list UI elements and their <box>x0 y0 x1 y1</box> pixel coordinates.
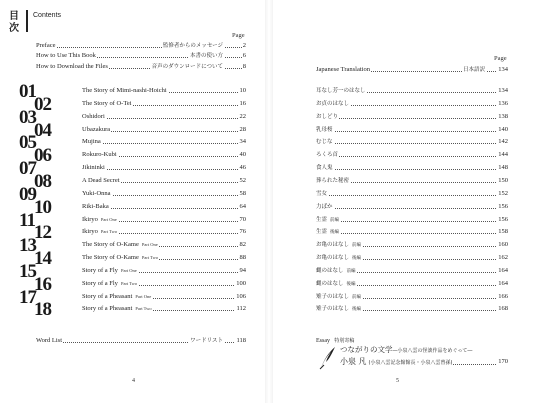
entry-page: 64 <box>239 202 246 210</box>
entry-page: 138 <box>498 112 508 120</box>
entry-part: 後編 <box>346 281 356 287</box>
dot-leader <box>316 208 508 209</box>
entry-title-group <box>316 292 362 303</box>
entry-title: Preface <box>36 42 56 49</box>
entry-title-group <box>316 99 350 109</box>
entry-part: 前編 <box>346 268 356 274</box>
entry-page: 8 <box>242 62 246 70</box>
right-page-number: 5 <box>396 378 399 384</box>
entry-part: Part One <box>135 293 152 299</box>
entry-part: Part Two <box>135 306 152 312</box>
translation-item[interactable] <box>316 112 508 122</box>
entry-title: Story of a Pheasant <box>82 292 133 300</box>
story-number: 08 <box>34 170 51 192</box>
story-number: 14 <box>34 248 51 270</box>
entry-title: A Dead Secret <box>82 176 120 184</box>
entry-title: お亀のはなし <box>316 242 350 249</box>
entry-page: 156 <box>498 202 508 210</box>
entry-title: 葬られた秘密 <box>316 177 350 184</box>
entry-part: 前編 <box>352 294 362 300</box>
entry-title-group <box>316 202 334 212</box>
entry-title-group <box>316 266 357 277</box>
story-item[interactable] <box>82 227 246 237</box>
essay-label: Essay 特別寄稿 <box>316 338 355 344</box>
contents-title: Contents <box>33 12 62 19</box>
entry-part: 後編 <box>330 230 340 236</box>
entry-title: 力ばか <box>316 203 333 210</box>
entry-title: The Story of O-Kame <box>82 241 139 249</box>
translation-item[interactable] <box>316 292 508 302</box>
entry-title-group <box>82 215 118 225</box>
entry-title-group <box>36 62 109 72</box>
book-gutter <box>265 0 273 403</box>
story-number: 09 <box>19 183 36 205</box>
entry-page: 158 <box>498 228 508 236</box>
entry-part: Part One <box>141 242 158 248</box>
translation-item[interactable] <box>316 125 508 135</box>
entry-title: Mujina <box>82 138 101 146</box>
entry-page: 142 <box>498 138 508 146</box>
entry-title-group <box>316 227 340 238</box>
entry-page: 16 <box>239 99 246 107</box>
right-page-label: Page <box>494 55 507 62</box>
dot-leader <box>316 131 508 132</box>
entry-title: Story of a Pheasant <box>82 305 133 313</box>
entry-title-group <box>82 189 112 199</box>
entry-title: 雉子のはなし <box>316 293 350 300</box>
entry-japanese: ワードリスト <box>190 338 223 344</box>
entry-page: 40 <box>239 151 246 159</box>
entry-title: ろくろ首 <box>316 152 339 159</box>
entry-page: 136 <box>498 99 508 107</box>
story-item[interactable] <box>82 292 246 302</box>
translation-item[interactable] <box>316 279 508 289</box>
essay-author-row[interactable]: 小泉 凡 (小泉八雲記念館館長・小泉八雲曾孫) 170 <box>340 356 508 368</box>
entry-title: Oshidori <box>82 112 105 120</box>
entry-title-group <box>36 51 97 61</box>
entry-title-group <box>82 292 152 302</box>
word-list-row[interactable] <box>36 336 246 346</box>
story-item[interactable] <box>82 99 246 109</box>
entry-title: 蝿のはなし <box>316 280 344 287</box>
entry-part: 後編 <box>352 307 362 313</box>
entry-page: 28 <box>239 125 246 133</box>
entry-japanese: 監修者からのメッセージ <box>162 43 223 49</box>
entry-title: 蝿のはなし <box>316 267 344 274</box>
entry-title: Japanese Translation <box>316 66 370 73</box>
translation-item[interactable] <box>316 202 508 212</box>
translation-item[interactable] <box>316 266 508 276</box>
story-item[interactable] <box>82 266 246 276</box>
story-number: 11 <box>19 209 35 231</box>
entry-page: 140 <box>498 125 508 133</box>
entry-title: Story of a Fly <box>82 279 118 287</box>
entry-page: 160 <box>498 241 508 249</box>
entry-title-group <box>82 137 102 147</box>
entry-page: 150 <box>498 176 508 184</box>
entry-page: 112 <box>236 305 246 313</box>
entry-title: The Story of Mimi-nashi-Hoichi <box>82 87 167 94</box>
dot-leader <box>316 221 508 222</box>
story-number: 12 <box>34 222 51 244</box>
entry-title: 耳なし芳一のはなし <box>316 88 366 94</box>
story-number: 07 <box>19 158 36 180</box>
entry-page: 22 <box>239 112 246 120</box>
entry-title-group <box>316 253 362 264</box>
entry-title-group <box>316 304 362 315</box>
header-divider <box>26 10 28 32</box>
entry-page: 118 <box>236 337 246 344</box>
entry-page: 168 <box>498 305 508 313</box>
entry-title: 雉子のはなし <box>316 306 350 313</box>
entry-page: 148 <box>498 164 508 172</box>
entry-part: Part One <box>120 267 137 273</box>
translation-item[interactable] <box>316 150 508 160</box>
entry-part: 後編 <box>352 256 362 262</box>
story-item[interactable] <box>82 240 246 250</box>
entry-page: 82 <box>239 241 246 249</box>
story-number: 06 <box>34 145 51 167</box>
entry-title: おしどり <box>316 113 339 120</box>
story-item[interactable] <box>82 253 246 263</box>
entry-title: Ubazakura <box>82 125 111 133</box>
entry-title: 雪女 <box>316 190 328 197</box>
translation-item[interactable] <box>316 215 508 225</box>
entry-title-group <box>316 163 334 173</box>
entry-title-group <box>82 99 133 109</box>
story-item[interactable] <box>82 112 246 122</box>
entry-page: 10 <box>239 87 246 94</box>
entry-title-group <box>82 112 106 122</box>
entry-japanese: 本書の使い方 <box>189 53 223 60</box>
dot-leader <box>316 143 508 144</box>
translation-item[interactable] <box>316 137 508 147</box>
left-page-label: Page <box>232 32 245 39</box>
essay-title[interactable]: つながりの文学―小泉八雲の怪談作品をめぐって― <box>340 345 473 354</box>
translation-item[interactable] <box>316 86 508 96</box>
entry-page: 134 <box>498 87 508 94</box>
story-number: 17 <box>19 286 36 308</box>
entry-title-group <box>82 279 138 289</box>
story-item[interactable] <box>82 304 246 314</box>
translation-item[interactable] <box>316 176 508 186</box>
entry-title-group <box>316 189 328 199</box>
story-item[interactable] <box>82 163 246 173</box>
entry-title-group <box>82 266 138 276</box>
dot-leader <box>82 169 246 170</box>
translation-item[interactable] <box>316 253 508 263</box>
story-number: 18 <box>34 299 51 321</box>
entry-page: 34 <box>239 138 246 146</box>
entry-title: Story of a Fly <box>82 266 118 274</box>
translation-item[interactable] <box>316 227 508 237</box>
entry-title-group <box>82 86 168 96</box>
entry-page: 164 <box>498 266 508 274</box>
story-number: 02 <box>34 93 51 115</box>
entry-page: 144 <box>498 151 508 159</box>
story-number: 13 <box>19 235 36 257</box>
entry-title: The Story of O-Tei <box>82 99 132 107</box>
entry-page: 58 <box>239 189 246 197</box>
story-number: 10 <box>34 196 51 218</box>
entry-title-group <box>316 86 367 96</box>
story-number: 03 <box>19 106 36 128</box>
translation-item[interactable] <box>316 304 508 314</box>
entry-page: 52 <box>239 176 246 184</box>
translation-item[interactable] <box>316 240 508 250</box>
entry-title-group <box>316 112 339 122</box>
dot-leader <box>316 233 508 234</box>
story-item[interactable] <box>82 86 246 96</box>
entry-title: Jikininki <box>82 164 105 172</box>
story-item[interactable] <box>82 215 246 225</box>
entry-title-group <box>82 176 121 186</box>
entry-title: How to Download the Files <box>36 62 108 70</box>
entry-part: 前編 <box>352 243 362 249</box>
entry-part: Part One <box>100 216 117 222</box>
contents-mark: 目次 <box>9 11 19 34</box>
entry-part: Part Two <box>100 229 118 235</box>
entry-title: Rokuro-Kubi <box>82 151 117 159</box>
story-item[interactable] <box>82 202 246 212</box>
entry-page: 134 <box>498 66 508 73</box>
entry-title-group <box>316 176 350 186</box>
story-item[interactable] <box>82 125 246 135</box>
entry-title-group <box>316 65 371 75</box>
entry-title: Word List <box>36 337 63 344</box>
story-number: 15 <box>19 260 36 282</box>
entry-title-group <box>316 240 362 251</box>
story-number: 16 <box>34 273 51 295</box>
entry-page: 152 <box>498 189 508 197</box>
quill-icon <box>318 344 338 370</box>
entry-title: お貞のはなし <box>316 100 350 107</box>
entry-title-group <box>316 215 340 226</box>
entry-title-group <box>36 41 56 51</box>
entry-title-group <box>316 125 334 135</box>
story-item[interactable] <box>82 176 246 186</box>
entry-title: 食人鬼 <box>316 165 333 172</box>
translation-item[interactable] <box>316 99 508 109</box>
story-number: 05 <box>19 132 36 154</box>
entry-title: 生霊 <box>316 216 328 223</box>
translation-item[interactable] <box>316 163 508 173</box>
dot-leader <box>316 195 508 196</box>
entry-japanese: 音声のダウンロードについて <box>151 63 223 70</box>
entry-part: 前編 <box>330 217 340 223</box>
entry-page: 70 <box>239 215 246 223</box>
entry-title: Riki-Baka <box>82 202 109 210</box>
entry-page: 6 <box>242 52 246 60</box>
story-number: 01 <box>19 81 36 102</box>
entry-title: 生霊 <box>316 229 328 236</box>
translation-item[interactable] <box>316 189 508 199</box>
entry-title-group <box>82 125 111 135</box>
entry-part: Part Two <box>120 280 138 286</box>
entry-title: お亀のはなし <box>316 255 350 262</box>
story-item[interactable] <box>82 279 246 289</box>
story-item[interactable] <box>82 189 246 199</box>
dot-leader <box>316 156 508 157</box>
entry-page: 2 <box>242 42 246 49</box>
entry-title: Ikiryo <box>82 228 98 236</box>
entry-page: 106 <box>236 292 246 300</box>
entry-title: Ikiryo <box>82 215 98 223</box>
story-number: 04 <box>34 119 51 141</box>
dot-leader <box>316 169 508 170</box>
entry-title-group <box>82 304 153 314</box>
entry-page: 156 <box>498 215 508 223</box>
entry-title-group <box>316 150 339 160</box>
left-page-number: 4 <box>132 378 135 384</box>
entry-title-group <box>316 279 357 290</box>
dot-leader <box>82 143 246 144</box>
entry-title-group <box>82 253 159 263</box>
entry-title-group <box>82 150 118 160</box>
essay-page: 170 <box>497 356 508 368</box>
story-item[interactable] <box>82 150 246 160</box>
entry-japanese: 日本語訳 <box>462 67 485 73</box>
front-matter-item[interactable] <box>36 41 246 51</box>
front-matter-item[interactable] <box>36 62 246 72</box>
entry-part: Part Two <box>141 255 159 261</box>
entry-page: 94 <box>239 266 246 274</box>
entry-page: 76 <box>239 228 246 236</box>
entry-title-group <box>82 202 110 212</box>
translation-heading-row[interactable] <box>316 65 508 75</box>
entry-page: 46 <box>239 164 246 172</box>
entry-title: The Story of O-Kame <box>82 254 139 262</box>
entry-title-group <box>316 137 334 147</box>
entry-title-group <box>82 240 159 250</box>
entry-title-group <box>82 163 106 173</box>
entry-page: 166 <box>498 292 508 300</box>
dot-leader <box>82 118 246 119</box>
entry-title-group <box>36 336 63 346</box>
entry-title-group <box>82 227 118 237</box>
front-matter-item[interactable] <box>36 51 246 61</box>
entry-title: むじな <box>316 139 333 146</box>
entry-title: 乳母桜 <box>316 126 333 133</box>
dot-leader <box>316 118 508 119</box>
entry-page: 164 <box>498 279 508 287</box>
entry-title: How to Use This Book <box>36 52 96 60</box>
entry-page: 162 <box>498 254 508 262</box>
story-item[interactable] <box>82 137 246 147</box>
entry-page: 88 <box>239 254 246 262</box>
entry-title: Yuki-Onna <box>82 189 111 197</box>
entry-page: 100 <box>236 279 246 287</box>
